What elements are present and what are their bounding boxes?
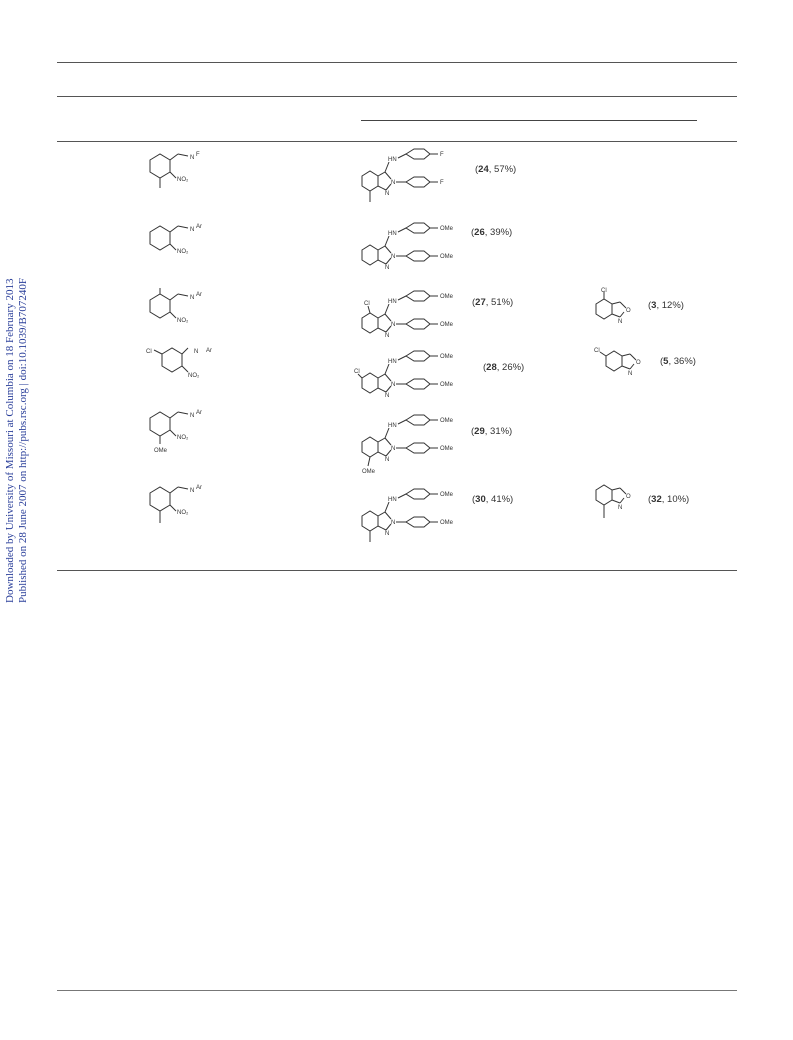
svg-text:N: N — [618, 319, 623, 325]
para-substituent-bottom: OMe — [440, 254, 454, 260]
svg-text:Cl: Cl — [601, 288, 607, 294]
para-substituent-top: OMe — [440, 294, 454, 300]
benzisoxazole-label-3: (3, 12%) — [648, 300, 684, 311]
hn-label: HN — [388, 497, 397, 503]
indazole-product-2 — [358, 218, 468, 284]
starting-material-5 — [140, 408, 220, 456]
svg-text:O: O — [636, 360, 641, 366]
svg-text:OMe: OMe — [154, 448, 168, 454]
svg-text:O: O — [626, 494, 631, 500]
svg-text:N: N — [190, 413, 195, 419]
watermark-line-1: Downloaded by University of Missouri at Columbia on 18 February 2013 — [4, 278, 16, 603]
methoxy-label: OMe — [362, 469, 376, 475]
svg-text:Cl: Cl — [594, 348, 600, 354]
indazole-product-6 — [358, 484, 468, 550]
table-body-rule — [57, 141, 737, 142]
indazole-label-6: (30, 41%) — [472, 494, 514, 505]
svg-text:NO₂: NO₂ — [177, 177, 189, 183]
indazole-label-1: (24, 57%) — [475, 164, 517, 175]
indazole-label-5: (29, 31%) — [471, 426, 513, 437]
para-substituent-top: OMe — [440, 226, 454, 232]
n1-label: N — [385, 393, 390, 399]
table-header-rule — [57, 96, 737, 97]
hn-label: HN — [388, 299, 397, 305]
watermark-line-2: Published on 28 June 2007 on http://pubs.rsc.org | doi:10.1039/B707240F — [17, 278, 29, 603]
products-span-rule — [361, 120, 697, 121]
svg-text:N: N — [190, 227, 195, 233]
svg-text:NO₂: NO₂ — [177, 510, 189, 516]
indazole-label-2: (26, 39%) — [471, 227, 513, 238]
indazole-product-4 — [354, 346, 468, 412]
svg-text:Ar: Ar — [196, 224, 202, 230]
table-bottom-rule — [57, 570, 737, 571]
n2-label: N — [391, 322, 396, 328]
benzisoxazole-product-3 — [590, 286, 640, 330]
hn-label: HN — [388, 423, 397, 429]
page-footer-rule — [57, 990, 737, 991]
para-substituent-top: F — [440, 152, 444, 158]
chloro-label: Cl — [364, 301, 370, 307]
svg-text:O: O — [626, 308, 631, 314]
svg-text:F: F — [196, 152, 200, 158]
para-substituent-bottom: OMe — [440, 322, 454, 328]
svg-text:N: N — [618, 505, 623, 511]
imine-n-label: N — [190, 155, 195, 161]
indazole-product-1 — [358, 144, 468, 210]
indazole-label-3: (27, 51%) — [472, 297, 514, 308]
para-substituent-top: OMe — [440, 418, 454, 424]
para-substituent-top: OMe — [440, 492, 454, 498]
svg-text:Ar: Ar — [196, 485, 202, 491]
n1-label: N — [385, 191, 390, 197]
benzisoxazole-product-32 — [590, 480, 640, 524]
indazole-label-4: (28, 26%) — [483, 362, 525, 373]
n2-label: N — [391, 180, 396, 186]
svg-text:N: N — [628, 371, 633, 377]
starting-material-2 — [140, 222, 220, 262]
para-substituent-top: OMe — [440, 354, 454, 360]
n1-label: N — [385, 457, 390, 463]
starting-material-4 — [140, 344, 220, 384]
svg-text:Cl: Cl — [146, 349, 152, 355]
n2-label: N — [391, 382, 396, 388]
n1-label: N — [385, 265, 390, 271]
svg-text:N: N — [194, 349, 199, 355]
svg-text:Ar: Ar — [206, 348, 212, 354]
n2-label: N — [391, 254, 396, 260]
download-watermark — [2, 278, 42, 605]
starting-material-6 — [140, 483, 220, 529]
benzisoxazole-label-5: (5, 36%) — [660, 356, 696, 367]
n2-label: N — [391, 446, 396, 452]
para-substituent-bottom: OMe — [440, 520, 454, 526]
para-substituent-bottom: F — [440, 180, 444, 186]
hn-label: HN — [388, 231, 397, 237]
para-substituent-bottom: OMe — [440, 446, 454, 452]
starting-material-3 — [140, 286, 220, 330]
starting-material-1 — [140, 148, 220, 198]
svg-text:NO₂: NO₂ — [177, 435, 189, 441]
table-top-rule — [57, 62, 737, 63]
svg-text:Ar: Ar — [196, 410, 202, 416]
hn-label: HN — [388, 157, 397, 163]
para-substituent-bottom: OMe — [440, 382, 454, 388]
svg-text:N: N — [190, 488, 195, 494]
hn-label: HN — [388, 359, 397, 365]
svg-text:NO₂: NO₂ — [177, 249, 189, 255]
indazole-product-3 — [358, 286, 468, 352]
n2-label: N — [391, 520, 396, 526]
benzisoxazole-product-5 — [592, 344, 652, 378]
n1-label: N — [385, 531, 390, 537]
benzisoxazole-label-32: (32, 10%) — [648, 494, 690, 505]
chloro-label: Cl — [354, 369, 360, 375]
svg-text:Ar: Ar — [196, 292, 202, 298]
svg-text:NO₂: NO₂ — [188, 373, 200, 379]
n1-label: N — [385, 333, 390, 339]
svg-text:NO₂: NO₂ — [177, 318, 189, 324]
svg-text:N: N — [190, 295, 195, 301]
indazole-product-5 — [358, 410, 468, 476]
